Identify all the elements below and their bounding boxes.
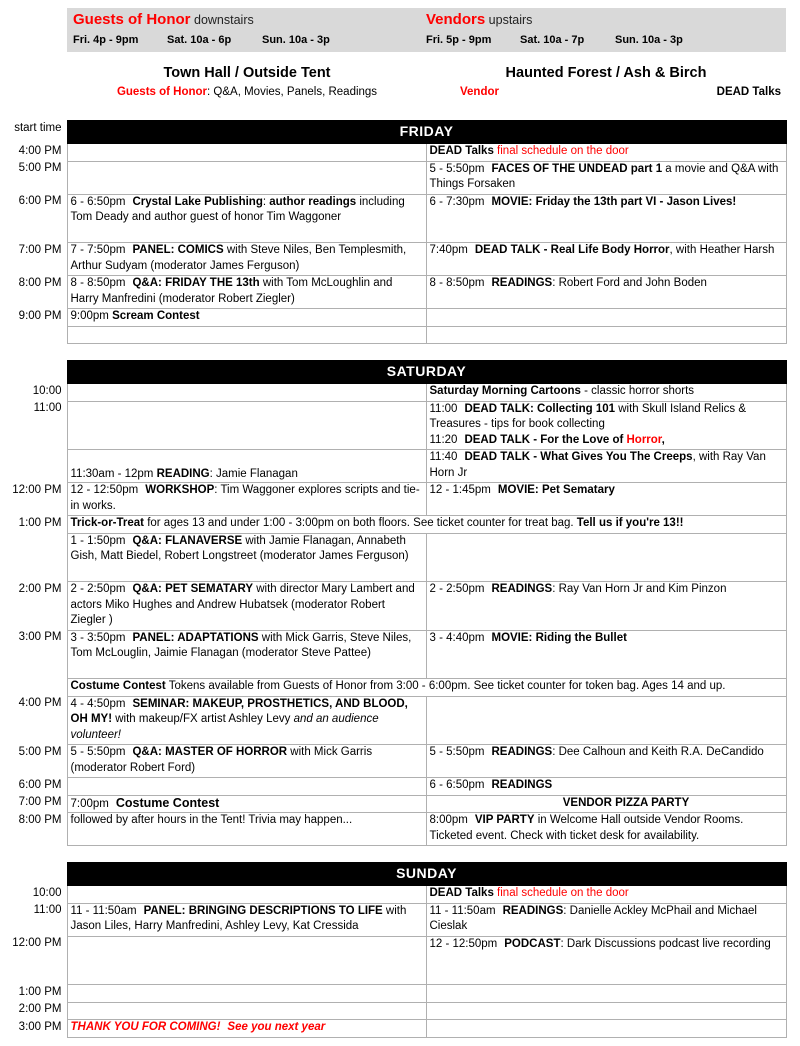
event-cell-town-hall: 8 - 8:50pm Q&A: FRIDAY THE 13th with Tom McLoughlin and Harry Manfredini (moderator Robert Ziegler) [67, 276, 426, 309]
row-start-time: 4:00 PM [18, 697, 62, 709]
schedule-row [0, 450, 786, 483]
room-name-left: Town Hall / Outside Tent [163, 65, 331, 81]
event-cell-town-hall [67, 326, 426, 344]
hours-vendors-sunday: Sun. 10a - 3p [615, 34, 683, 46]
event-cell-haunted-forest [426, 696, 786, 745]
row-start-time: 11:00 [33, 402, 62, 414]
row-start-time: 5:00 PM [18, 162, 62, 174]
event-cell-town-hall: 7:00pm Costume Contest [67, 795, 426, 813]
event-cell-town-hall: followed by after hours in the Tent! Trivia may happen... [67, 813, 426, 846]
row-start-time: 8:00 PM [18, 276, 62, 289]
event-cell-town-hall [67, 1002, 426, 1020]
event-cell-haunted-forest: 8:00pm VIP PARTY in Welcome Hall outside Vendor Rooms. Ticketed event. Check with ticket desk for availability. [426, 813, 786, 846]
row-start-time: 6:00 PM [18, 778, 62, 791]
event-cell-town-hall: 9:00pm Scream Contest [67, 309, 426, 327]
day-gap [0, 846, 800, 862]
schedule-tables [0, 120, 800, 1038]
row-start-time: 11:00 [33, 904, 62, 916]
schedule-row [0, 401, 786, 450]
event-cell-haunted-forest: DEAD Talks final schedule on the door [426, 144, 786, 162]
event-cell-town-hall: 11 - 11:50am PANEL: BRINGING DESCRIPTIONS TO LIFE with Jason Liles, Harry Manfredini, Ashley Levy, Kat Cressida [67, 903, 426, 936]
row-start-time [0, 326, 67, 344]
room-sub-left [67, 85, 427, 100]
hours-goh-label: Guests of Honor [73, 11, 191, 28]
schedule-row [0, 1002, 786, 1020]
schedule-row [0, 144, 786, 162]
row-start-time: 1:00 PM [18, 985, 62, 998]
event-cell-town-hall: 12 - 12:50pm WORKSHOP: Tim Waggoner explores scripts and tie-in works. [67, 483, 426, 516]
start-time-header [0, 361, 67, 384]
event-cell-haunted-forest [426, 985, 786, 1003]
row-start-time: 6:00 PM [18, 195, 62, 207]
schedule-row [0, 516, 786, 534]
event-cell-haunted-forest [426, 309, 786, 327]
row-start-time: 4:00 PM [18, 144, 62, 157]
hours-goh-saturday: Sat. 10a - 6p [167, 34, 232, 46]
event-cell-town-hall [67, 886, 426, 904]
announcement-band: Trick-or-Treat for ages 13 and under 1:00 - 3:00pm on both floors. See ticket counter for treat bag. Tell us if you're 13!! [67, 516, 786, 534]
schedule-row [0, 903, 786, 936]
hours-vendors-title [426, 11, 532, 28]
event-cell-town-hall [67, 161, 426, 194]
event-cell-town-hall: 1 - 1:50pm Q&A: FLANAVERSE with Jamie Flanagan, Annabeth Gish, Matt Biedel, Robert Longstreet (moderator James Ferguson) [67, 533, 426, 582]
event-cell-haunted-forest: 6 - 7:30pm MOVIE: Friday the 13th part VI - Jason Lives! [426, 194, 786, 243]
schedule-row [0, 936, 786, 985]
row-start-time [0, 533, 67, 582]
schedule-row [0, 778, 786, 796]
schedule-row [0, 309, 786, 327]
hours-goh-sublabel: downstairs [190, 13, 254, 27]
event-cell-town-hall: 4 - 4:50pm SEMINAR: MAKEUP, PROSTHETICS, AND BLOOD, OH MY! with makeup/FX artist Ashley Levy and an audience volunteer! [67, 696, 426, 745]
day-gap [0, 344, 800, 360]
room-sub-left-red: Guests of Honor [116, 86, 208, 98]
room-sub-right-vendor: Vendor [460, 86, 499, 98]
row-start-time: 9:00 PM [18, 309, 62, 322]
row-start-time [0, 679, 67, 697]
event-cell-haunted-forest: 11 - 11:50am READINGS: Danielle Ackley McPhail and Michael Cieslak [426, 903, 786, 936]
event-cell-haunted-forest: 5 - 5:50pm READINGS: Dee Calhoun and Keith R.A. DeCandido [426, 745, 786, 778]
event-cell-town-hall [67, 144, 426, 162]
schedule-row [0, 679, 786, 697]
row-start-time: 2:00 PM [18, 582, 62, 595]
schedule-row [0, 795, 786, 813]
day-banner-saturday: SATURDAY [67, 361, 786, 384]
event-cell-haunted-forest: 12 - 1:45pm MOVIE: Pet Sematary [426, 483, 786, 516]
event-cell-haunted-forest: 6 - 6:50pm READINGS [426, 778, 786, 796]
room-sub-right-dead-talks: DEAD Talks [716, 86, 781, 98]
event-cell-town-hall [67, 985, 426, 1003]
row-start-time [0, 450, 67, 483]
event-cell-haunted-forest: 2 - 2:50pm READINGS: Ray Van Horn Jr and Kim Pinzon [426, 582, 786, 631]
hours-goh-days [73, 34, 352, 46]
row-start-time: 5:00 PM [18, 745, 62, 758]
row-start-time: 2:00 PM [18, 1003, 62, 1015]
event-cell-haunted-forest: 3 - 4:40pm MOVIE: Riding the Bullet [426, 630, 786, 679]
hours-vendors-label: Vendors [426, 11, 486, 28]
row-start-time: 10:00 [32, 886, 62, 899]
row-start-time: 7:00 PM [18, 796, 62, 808]
day-banner-friday: FRIDAY [67, 121, 786, 144]
start-time-header [0, 863, 67, 886]
start-time-header: start time [14, 121, 62, 134]
schedule-row [0, 886, 786, 904]
event-cell-town-hall: 2 - 2:50pm Q&A: PET SEMATARY with director Mary Lambert and actors Miko Hughes and Andrew Hubatsek (moderator Robert Ziegler ) [67, 582, 426, 631]
announcement-band: Costume Contest Tokens available from Guests of Honor from 3:00 - 6:00pm. See ticket counter for token bag. Ages 14 and up. [67, 679, 786, 697]
event-cell-town-hall: THANK YOU FOR COMING! See you next year [67, 1020, 426, 1038]
hours-vendors-days [426, 34, 705, 46]
schedule-row [0, 696, 786, 745]
schedule-row [0, 582, 786, 631]
day-table-friday [0, 120, 787, 344]
day-table-saturday [0, 360, 787, 846]
hours-vendors-sublabel: upstairs [485, 13, 533, 27]
event-cell-town-hall [67, 936, 426, 985]
schedule-row [0, 483, 786, 516]
event-cell-haunted-forest: VENDOR PIZZA PARTY [426, 795, 786, 813]
event-cell-haunted-forest [426, 1002, 786, 1020]
hours-vendors-saturday: Sat. 10a - 7p [520, 34, 585, 46]
event-cell-haunted-forest [426, 326, 786, 344]
room-header-haunted-forest [426, 64, 786, 100]
event-cell-haunted-forest: 8 - 8:50pm READINGS: Robert Ford and John Boden [426, 276, 786, 309]
hours-goh-title [73, 11, 254, 28]
event-cell-town-hall [67, 401, 426, 450]
event-cell-town-hall: 5 - 5:50pm Q&A: MASTER OF HORROR with Mick Garris (moderator Robert Ford) [67, 745, 426, 778]
schedule-row [0, 533, 786, 582]
event-cell-town-hall [67, 778, 426, 796]
hours-vendors-friday: Fri. 5p - 9pm [426, 34, 492, 46]
event-cell-town-hall: 6 - 6:50pm Crystal Lake Publishing: author readings including Tom Deady and author guest of honor Tim Waggoner [67, 194, 426, 243]
hours-banner [67, 8, 786, 52]
schedule-row [0, 326, 786, 344]
event-cell-haunted-forest: 11:00 DEAD TALK: Collecting 101 with Skull Island Relics & Treasures - tips for book collecting 11:20 DEAD TALK - For the Love of Horror, [426, 401, 786, 450]
hours-goh-sunday: Sun. 10a - 3p [262, 34, 330, 46]
row-start-time: 1:00 PM [18, 516, 62, 529]
day-table-sunday [0, 862, 787, 1038]
event-cell-haunted-forest: Saturday Morning Cartoons - classic horror shorts [426, 384, 786, 402]
row-start-time: 3:00 PM [18, 631, 62, 643]
event-cell-haunted-forest: 7:40pm DEAD TALK - Real Life Body Horror, with Heather Harsh [426, 243, 786, 276]
schedule-row [0, 161, 786, 194]
schedule-row [0, 985, 786, 1003]
event-cell-town-hall: 11:30am - 12pm READING: Jamie Flanagan [67, 450, 426, 483]
event-cell-haunted-forest: 11:40 DEAD TALK - What Gives You The Creeps, with Ray Van Horn Jr [426, 450, 786, 483]
event-cell-haunted-forest: 5 - 5:50pm FACES OF THE UNDEAD part 1 a movie and Q&A with Things Forsaken [426, 161, 786, 194]
schedule-row [0, 813, 786, 846]
schedule-row [0, 384, 786, 402]
room-name-right: Haunted Forest / Ash & Birch [505, 65, 707, 81]
schedule-row [0, 243, 786, 276]
schedule-row [0, 194, 786, 243]
schedule-row [0, 276, 786, 309]
event-cell-haunted-forest: DEAD Talks final schedule on the door [426, 886, 786, 904]
event-cell-town-hall: 3 - 3:50pm PANEL: ADAPTATIONS with Mick Garris, Steve Niles, Tom McLouglin, Jaimie Flanagan (moderator Steve Pattee) [67, 630, 426, 679]
schedule-row [0, 745, 786, 778]
room-header-town-hall [67, 64, 427, 100]
room-sub-left-black: : Q&A, Movies, Panels, Readings [207, 86, 378, 98]
row-start-time: 10:00 [32, 384, 62, 397]
schedule-row [0, 630, 786, 679]
row-start-time: 12:00 PM [12, 937, 62, 949]
day-banner-sunday: SUNDAY [67, 863, 786, 886]
row-start-time: 12:00 PM [12, 483, 62, 496]
row-start-time: 7:00 PM [18, 243, 62, 256]
event-cell-town-hall [67, 384, 426, 402]
event-cell-haunted-forest: 12 - 12:50pm PODCAST: Dark Discussions podcast live recording [426, 936, 786, 985]
event-cell-haunted-forest [426, 1020, 786, 1038]
event-cell-town-hall: 7 - 7:50pm PANEL: COMICS with Steve Niles, Ben Templesmith, Arthur Sudyam (moderator James Ferguson) [67, 243, 426, 276]
row-start-time: 8:00 PM [18, 813, 62, 826]
room-headers [0, 64, 800, 104]
schedule-row [0, 1020, 786, 1038]
hours-goh-friday: Fri. 4p - 9pm [73, 34, 139, 46]
event-cell-haunted-forest [426, 533, 786, 582]
row-start-time: 3:00 PM [18, 1020, 62, 1033]
room-sub-right [426, 85, 786, 100]
